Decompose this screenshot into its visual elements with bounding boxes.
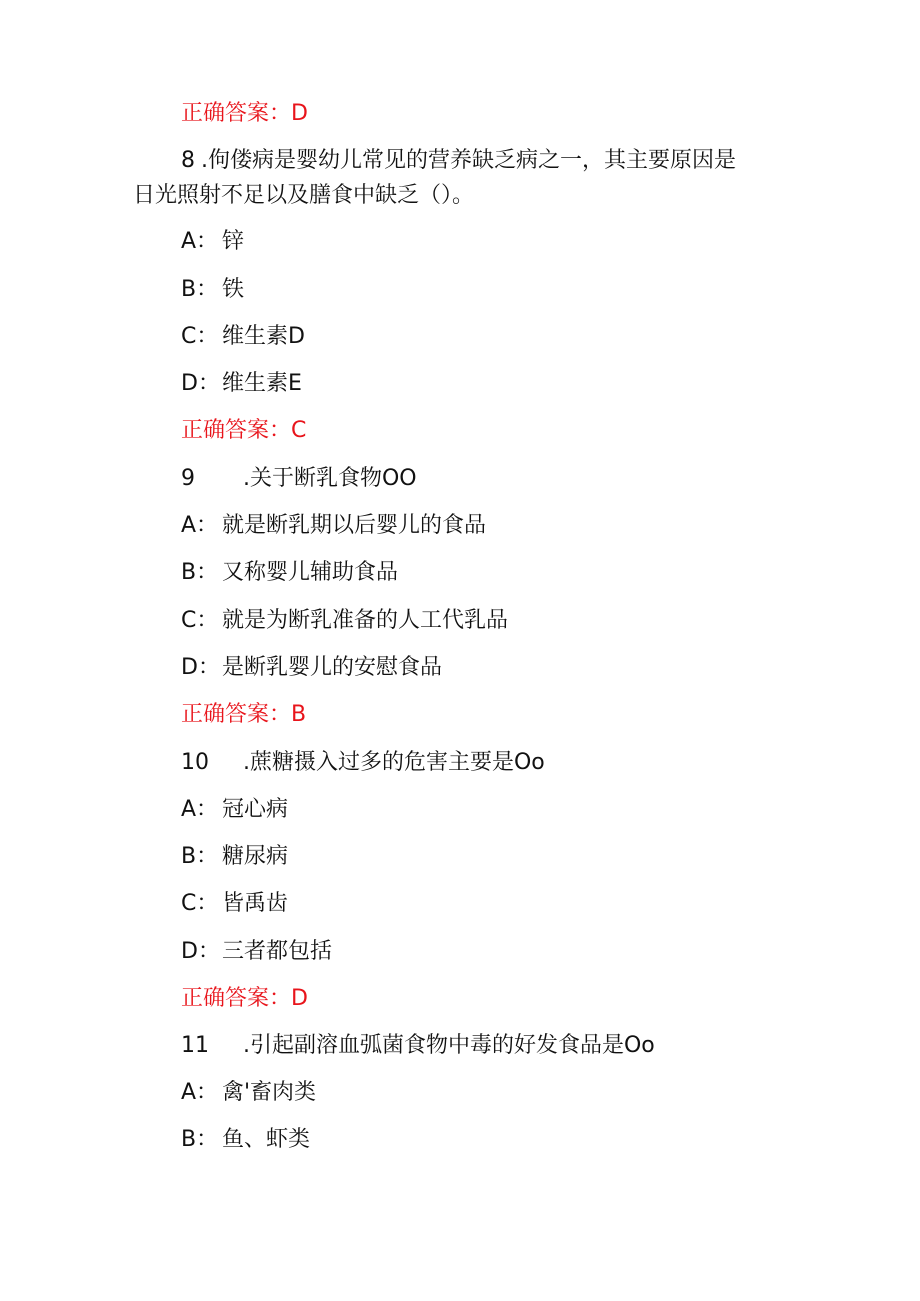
question-9-number: 9 <box>181 466 195 491</box>
option-label: C： <box>181 891 219 916</box>
option-text: 锌 <box>222 229 245 254</box>
question-8-option-a <box>181 227 244 257</box>
option-text: 皆禹齿 <box>222 891 289 916</box>
option-label: D： <box>181 371 220 396</box>
option-text: 糖尿病 <box>222 844 289 869</box>
option-label: C： <box>181 324 219 349</box>
question-8-option-d <box>181 369 302 399</box>
option-text: 铁 <box>222 277 245 302</box>
option-text: 鱼、虾类 <box>222 1127 311 1152</box>
option-label: B： <box>181 560 219 585</box>
question-11-text: .引起副溶血弧菌食物中毒的好发食品是Oo <box>243 1033 655 1058</box>
option-label: B： <box>181 844 219 869</box>
option-label: A： <box>181 1080 219 1105</box>
question-9-text: .关于断乳食物OO <box>243 466 417 491</box>
question-8-option-c <box>181 322 305 352</box>
question-9-option-a <box>181 511 486 541</box>
question-10-option-b <box>181 842 288 872</box>
question-9-option-d <box>181 653 442 683</box>
option-label: A： <box>181 229 219 254</box>
question-10-option-d <box>181 937 332 967</box>
option-text: 是断乳婴儿的安慰食品 <box>222 655 443 680</box>
option-text: 就是为断乳准备的人工代乳品 <box>222 608 509 633</box>
option-text: 维生素E <box>222 371 302 396</box>
question-8-answer: 正确答案：C <box>181 418 307 443</box>
question-9-answer: 正确答案：B <box>181 702 307 727</box>
option-text: 又称婴儿辅助食品 <box>222 560 399 585</box>
option-label: B： <box>181 277 219 302</box>
question-10-answer: 正确答案：D <box>181 986 308 1011</box>
answer-prev: 正确答案：D <box>181 101 308 126</box>
option-label: D： <box>181 655 220 680</box>
question-8-text-line1: .佝偻病是婴幼儿常见的营养缺乏病之一，其主要原因是 <box>201 148 736 173</box>
option-label: A： <box>181 513 219 538</box>
option-text: 三者都包括 <box>222 939 333 964</box>
question-10-option-c <box>181 889 288 919</box>
question-11-number: 11 <box>181 1033 209 1058</box>
question-11-option-b <box>181 1125 310 1155</box>
option-text: 就是断乳期以后婴儿的食品 <box>222 513 487 538</box>
option-label: B： <box>181 1127 219 1152</box>
question-11-option-a <box>181 1078 316 1108</box>
question-9-option-b <box>181 558 398 588</box>
question-10-text: .蔗糖摄入过多的危害主要是Oo <box>243 750 545 775</box>
option-text: 禽'畜肉类 <box>222 1080 317 1105</box>
question-8-option-b <box>181 275 244 305</box>
question-8-text-line2: 日光照射不足以及膳食中缺乏（）。 <box>133 183 475 208</box>
option-label: D： <box>181 939 220 964</box>
question-10 <box>181 748 545 778</box>
option-text: 冠心病 <box>222 797 289 822</box>
option-text: 维生素D <box>222 324 305 349</box>
question-10-number: 10 <box>181 750 209 775</box>
question-10-option-a <box>181 795 288 825</box>
option-label: A： <box>181 797 219 822</box>
question-9-option-c <box>181 606 508 636</box>
question-9 <box>181 464 417 494</box>
question-8-number: 8 <box>181 148 195 173</box>
question-8 <box>181 146 736 176</box>
option-label: C： <box>181 608 219 633</box>
question-11 <box>181 1031 655 1061</box>
